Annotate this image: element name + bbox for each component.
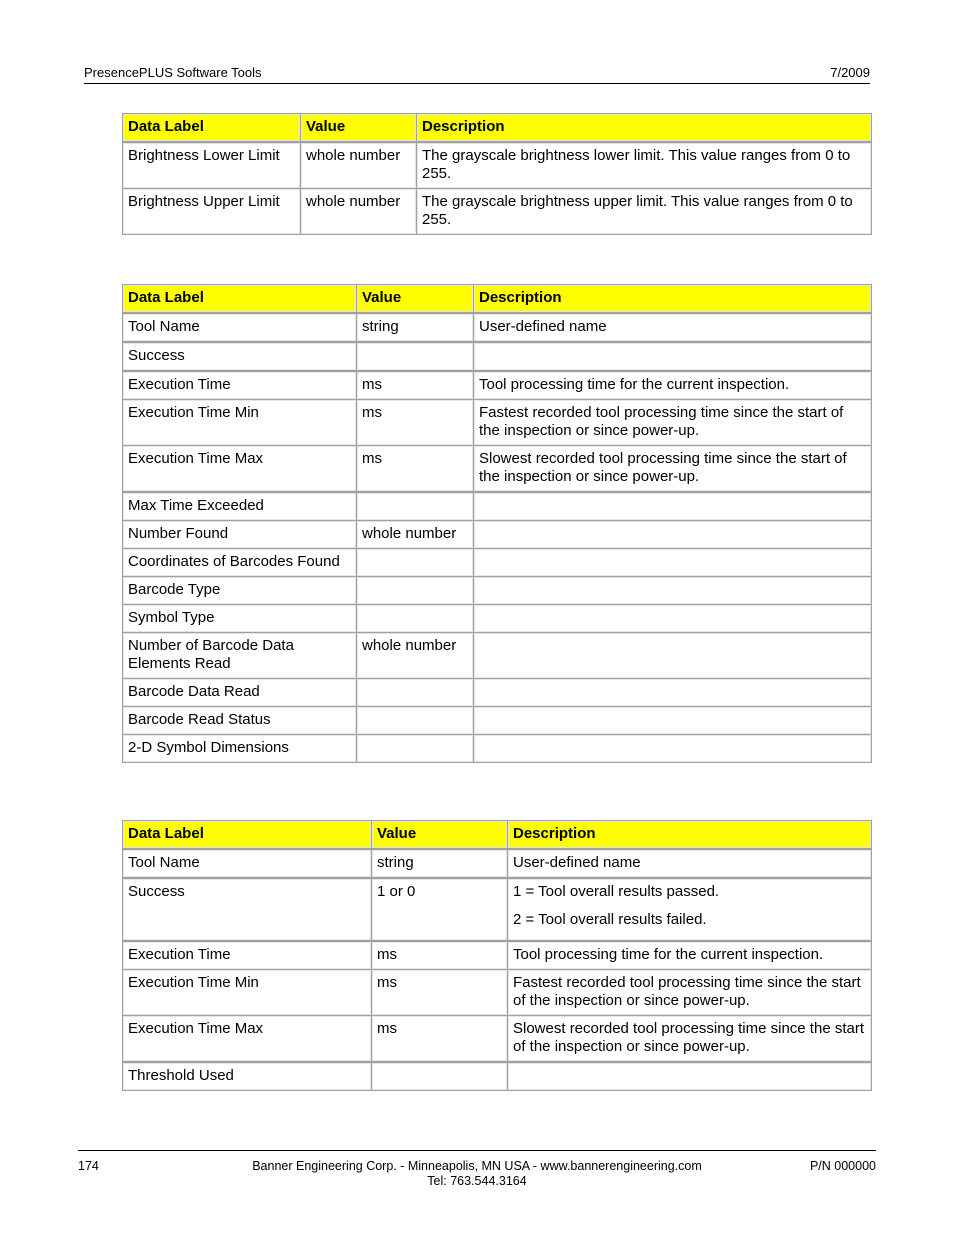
cell-label: Execution Time <box>123 371 357 400</box>
cell-label: Execution Time <box>123 941 372 970</box>
cell-value: whole number <box>301 142 417 189</box>
cell-value: whole number <box>301 189 417 235</box>
cell-label: Brightness Upper Limit <box>123 189 301 235</box>
table-row <box>123 400 872 446</box>
table-row <box>123 189 872 235</box>
cell-value: whole number <box>357 521 474 549</box>
cell-label: Execution Time Min <box>123 400 357 446</box>
cell-value <box>357 492 474 521</box>
table-row <box>123 577 872 605</box>
cell-label: Number Found <box>123 521 357 549</box>
header-description: Description <box>508 821 872 850</box>
cell-label: Barcode Data Read <box>123 679 357 707</box>
cell-description <box>474 549 872 577</box>
cell-description: User-defined name <box>508 849 872 878</box>
cell-value <box>357 577 474 605</box>
table-row <box>123 342 872 371</box>
document-title: PresencePLUS Software Tools <box>84 65 262 80</box>
cell-value: string <box>372 849 508 878</box>
header-description: Description <box>474 285 872 314</box>
table-header-row <box>123 821 872 850</box>
success-pass-text: 1 = Tool overall results passed. <box>513 883 720 900</box>
page-number: 174 <box>78 1159 99 1173</box>
cell-description: Tool processing time for the current inspection. <box>508 941 872 970</box>
header-data-label: Data Label <box>123 285 357 314</box>
table-row <box>123 605 872 633</box>
cell-value <box>372 1062 508 1091</box>
cell-description <box>474 342 872 371</box>
cell-label: Barcode Read Status <box>123 707 357 735</box>
cell-value: ms <box>357 371 474 400</box>
cell-label: Max Time Exceeded <box>123 492 357 521</box>
table-row <box>123 492 872 521</box>
cell-description <box>508 1062 872 1091</box>
table-row <box>123 735 872 763</box>
cell-label: Symbol Type <box>123 605 357 633</box>
cell-value <box>357 735 474 763</box>
table-row <box>123 313 872 342</box>
cell-label: Number of Barcode Data Elements Read <box>123 633 357 679</box>
footer-contact <box>78 1159 876 1189</box>
cell-description <box>474 577 872 605</box>
phone-line: Tel: 763.544.3164 <box>427 1174 527 1188</box>
cell-value: 1 or 0 <box>372 878 508 941</box>
data-table-1 <box>122 113 872 235</box>
header-value: Value <box>372 821 508 850</box>
cell-description: Fastest recorded tool processing time since the start of the inspection or since power-up. <box>508 970 872 1016</box>
cell-description <box>474 735 872 763</box>
cell-description: Tool processing time for the current inspection. <box>474 371 872 400</box>
header-data-label: Data Label <box>123 114 301 143</box>
cell-value <box>357 605 474 633</box>
cell-description: The grayscale brightness upper limit. This value ranges from 0 to 255. <box>417 189 872 235</box>
header-value: Value <box>301 114 417 143</box>
page-header <box>84 64 870 84</box>
cell-label: Barcode Type <box>123 577 357 605</box>
cell-label: Brightness Lower Limit <box>123 142 301 189</box>
cell-label: Execution Time Min <box>123 970 372 1016</box>
table-row <box>123 679 872 707</box>
cell-description <box>508 878 872 941</box>
header-data-label: Data Label <box>123 821 372 850</box>
table-row <box>123 142 872 189</box>
cell-value <box>357 707 474 735</box>
cell-value: ms <box>372 970 508 1016</box>
cell-value: whole number <box>357 633 474 679</box>
cell-label: Execution Time Max <box>123 446 357 493</box>
document-date: 7/2009 <box>830 65 870 80</box>
cell-label: Tool Name <box>123 313 357 342</box>
cell-value: ms <box>372 1016 508 1063</box>
company-line: Banner Engineering Corp. - Minneapolis, MN USA - www.bannerengineering.com <box>252 1159 702 1173</box>
cell-description: Slowest recorded tool processing time since the start of the inspection or since power-up. <box>508 1016 872 1063</box>
cell-value: ms <box>357 400 474 446</box>
table-row <box>123 878 872 941</box>
table-header-row <box>123 285 872 314</box>
cell-description <box>474 679 872 707</box>
page-footer <box>78 1150 876 1188</box>
table-row <box>123 849 872 878</box>
table-row <box>123 941 872 970</box>
table-row <box>123 1016 872 1063</box>
cell-description: User-defined name <box>474 313 872 342</box>
cell-description <box>474 521 872 549</box>
table-row <box>123 521 872 549</box>
cell-value: string <box>357 313 474 342</box>
part-number: P/N 000000 <box>809 1159 876 1173</box>
cell-description <box>474 633 872 679</box>
cell-description <box>474 492 872 521</box>
cell-label: 2-D Symbol Dimensions <box>123 735 357 763</box>
cell-description <box>474 605 872 633</box>
cell-label: Execution Time Max <box>123 1016 372 1063</box>
table-row <box>123 970 872 1016</box>
data-table-3 <box>122 820 872 1091</box>
cell-label: Success <box>123 878 372 941</box>
cell-value: ms <box>372 941 508 970</box>
cell-value: ms <box>357 446 474 493</box>
cell-value <box>357 679 474 707</box>
cell-description <box>474 707 872 735</box>
table-row <box>123 1062 872 1091</box>
data-table-2 <box>122 284 872 763</box>
cell-description: Fastest recorded tool processing time since the start of the inspection or since power-up. <box>474 400 872 446</box>
header-value: Value <box>357 285 474 314</box>
table-header-row <box>123 114 872 143</box>
cell-description: Slowest recorded tool processing time since the start of the inspection or since power-up. <box>474 446 872 493</box>
cell-value <box>357 549 474 577</box>
table-row <box>123 371 872 400</box>
header-description: Description <box>417 114 872 143</box>
success-fail-text: 2 = Tool overall results failed. <box>513 911 707 928</box>
cell-label: Tool Name <box>123 849 372 878</box>
table-row <box>123 633 872 679</box>
table-row <box>123 707 872 735</box>
table-row <box>123 446 872 493</box>
table-row <box>123 549 872 577</box>
cell-value <box>357 342 474 371</box>
cell-label: Threshold Used <box>123 1062 372 1091</box>
cell-label: Coordinates of Barcodes Found <box>123 549 357 577</box>
cell-label: Success <box>123 342 357 371</box>
cell-description: The grayscale brightness lower limit. This value ranges from 0 to 255. <box>417 142 872 189</box>
